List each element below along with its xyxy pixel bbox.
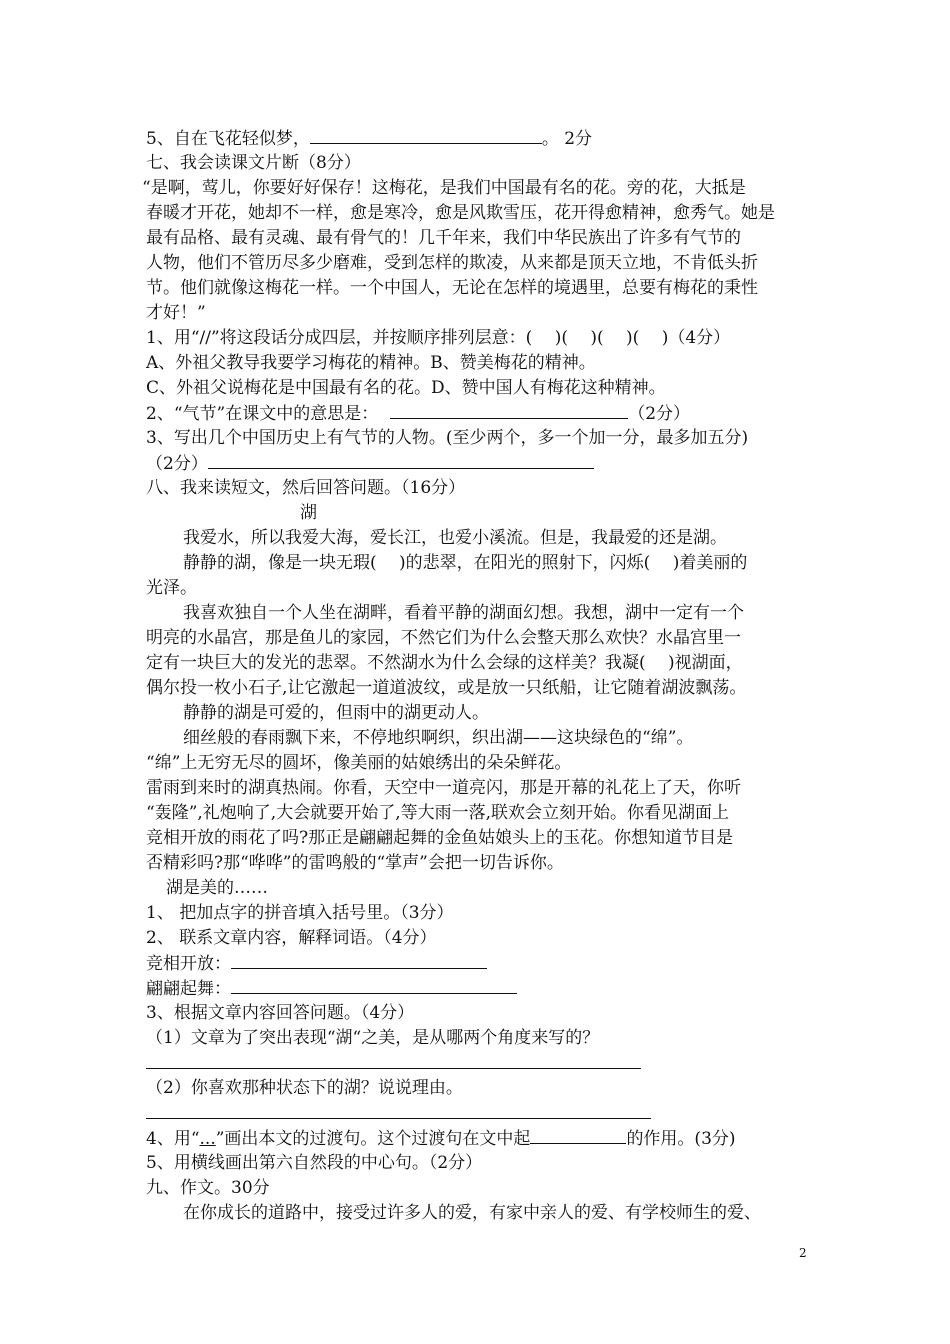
- answer-blank[interactable]: [208, 451, 594, 469]
- article-line: “绵”上无穷无尽的圆坏，像美丽的姑娘绣出的朵朵鲜花。: [146, 753, 572, 773]
- question-line: 5、用横线画出第六自然段的中心句。（2分）: [146, 1153, 483, 1173]
- section-7-title: 七、我会读课文片断（8分）: [146, 153, 361, 173]
- article-line: 细丝般的春雨飘下来，不停地织啊织，织出湖——这块绿色的“绵”。: [183, 728, 694, 748]
- article-line: 我爱水，所以我爱大海，爱长江，也爱小溪流。但是，我最爱的还是湖。: [183, 528, 727, 548]
- passage-line: 节。他们就像这梅花一样。一个中国人，无论在怎样的境遇里，总要有梅花的秉性: [146, 278, 758, 298]
- question-line: 1、 把加点字的拼音填入括号里。（3分）: [146, 903, 454, 923]
- page-number: 2: [799, 1246, 807, 1260]
- article-line: 偶尔投一枚小石子,让它激起一道道波纹，或是放一只纸船，让它随着湖波飘荡。: [146, 678, 747, 698]
- answer-blank[interactable]: [231, 951, 487, 969]
- question-line: 4、用“...”画出本文的过渡句。这个过渡句在文中起 的作用。(3分): [146, 1126, 736, 1151]
- question-line: 3、写出几个中国历史上有气节的人物。(至少两个，多一个加一分，最多加五分): [146, 428, 749, 448]
- article-line: 湖是美的……: [166, 878, 268, 898]
- question-line: （1）文章为了突出表现“湖“之美，是从哪两个角度来写的？: [146, 1028, 600, 1048]
- article-title: 湖: [300, 503, 317, 523]
- answer-line: [146, 1051, 641, 1076]
- answer-blank[interactable]: [231, 976, 517, 994]
- article-line: 明亮的水晶宫，那是鱼儿的家园，不然它们为什么会整天那么欢快？水晶宫里一: [146, 628, 741, 648]
- question-line: 3、根据文章内容回答问题。（4分）: [146, 1003, 415, 1023]
- answer-blank[interactable]: [146, 1051, 641, 1069]
- article-line: 雷雨到来时的湖真热闹。你看，天空中一道亮闪，那是开幕的礼花上了天，你听: [146, 778, 741, 798]
- article-line: 我喜欢独自一个人坐在湖畔，看着平静的湖面幻想。我想，湖中一定有一个: [183, 603, 744, 623]
- article-line: 否精彩吗?那“哗哗”的雷鸣般的“掌声”会把一切告诉你。: [146, 853, 564, 873]
- passage-line: 春暖才开花，她却不一样，愈是寒冷，愈是风欺雪压，花开得愈精神，愈秀气。她是: [146, 203, 775, 223]
- answer-blank[interactable]: [530, 1126, 626, 1144]
- answer-line: [146, 1101, 651, 1126]
- answer-blank[interactable]: [146, 1101, 651, 1119]
- passage-line: 才好！”: [146, 303, 206, 323]
- option-line: A、外祖父教导我要学习梅花的精神。B、赞美梅花的精神。: [146, 353, 596, 373]
- question-line: 2、“气节”在课文中的意思是： （2分）: [146, 401, 690, 426]
- section-8-title: 八、我来读短文，然后回答问题。（16分）: [146, 478, 466, 498]
- q5-line: 5、自在飞花轻似梦， 。 2分: [146, 126, 592, 151]
- article-line: 定有一块巨大的发光的悲翠。不然湖水为什么会绿的这样美？我凝( )视湖面，: [146, 653, 743, 673]
- essay-prompt-line: 在你成长的道路中，接受过许多人的爱，有家中亲人的爱、有学校师生的爱、: [183, 1203, 761, 1223]
- term-line: 翩翩起舞：: [146, 976, 517, 1001]
- question-line: （2分）: [146, 451, 594, 476]
- question-line: 1、用“//”将这段话分成四层，并按顺序排列层意：( )( )( )( )（4分）: [146, 328, 731, 348]
- option-line: C、外祖父说梅花是中国最有名的花。D、赞中国人有梅花这种精神。: [146, 378, 666, 398]
- article-line: “轰隆”,礼炮响了,大会就要开始了,等大雨一落,联欢会立刻开始。你看见湖面上: [146, 803, 729, 823]
- article-line: 静静的湖，像是一块无瑕( )的悲翠，在阳光的照射下，闪烁( )着美丽的: [183, 553, 748, 573]
- term-line: 竞相开放：: [146, 951, 487, 976]
- section-9-title: 九、作文。30分: [146, 1178, 270, 1198]
- dotted-underline-mark: ...: [199, 1129, 216, 1149]
- article-line: 竞相开放的雨花了吗?那正是翩翩起舞的金鱼姑娘头上的玉花。你想知道节目是: [146, 828, 734, 848]
- answer-blank[interactable]: [310, 126, 542, 144]
- article-line: 静静的湖是可爱的，但雨中的湖更动人。: [183, 703, 489, 723]
- answer-blank[interactable]: [390, 401, 628, 419]
- question-line: （2）你喜欢那种状态下的湖？说说理由。: [146, 1078, 463, 1098]
- question-line: 2、 联系文章内容，解释词语。（4分）: [146, 928, 437, 948]
- article-line: 光泽。: [146, 578, 197, 598]
- passage-line: 最有品格、最有灵魂、最有骨气的！几千年来，我们中华民族出了许多有气节的: [146, 228, 741, 248]
- passage-line: “是啊，莺儿，你要好好保存！这梅花，是我们中国最有名的花。旁的花，大抵是: [142, 178, 746, 198]
- passage-line: 人物，他们不管历尽多少磨难，受到怎样的欺凌，从来都是顶天立地，不肯低头折: [146, 253, 758, 273]
